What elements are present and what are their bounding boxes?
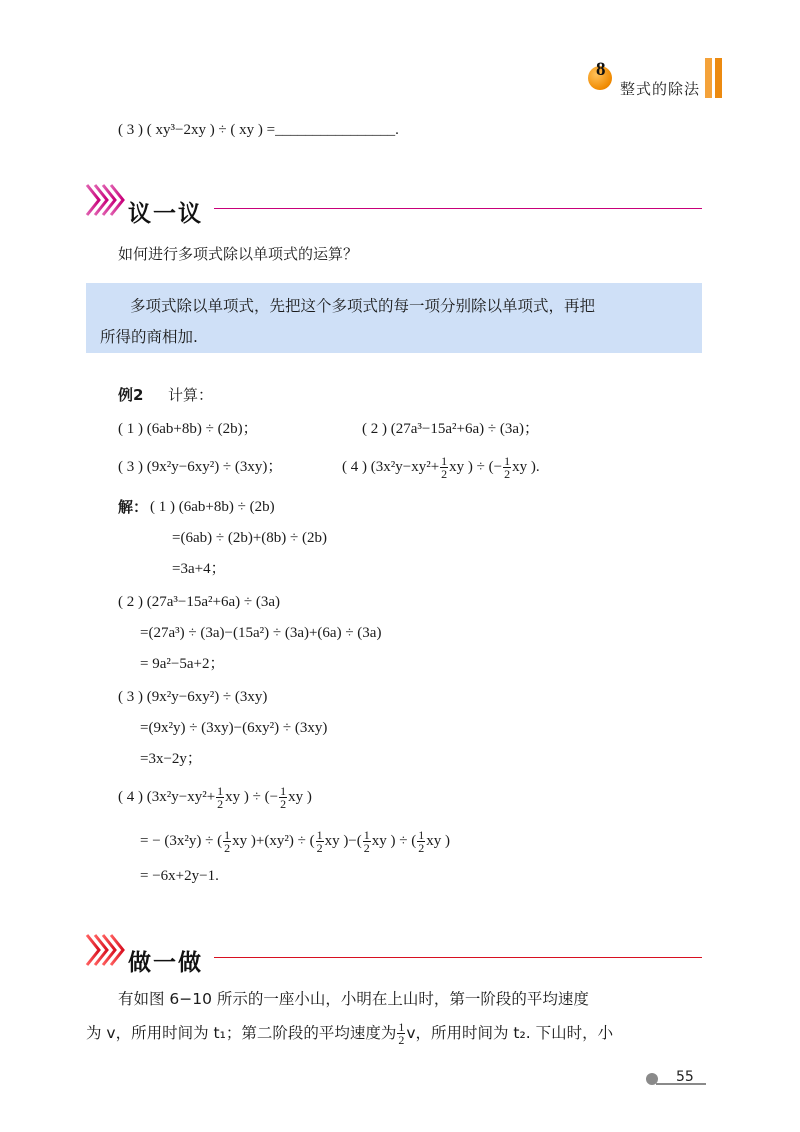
chapter-title: 整式的除法 (620, 80, 701, 98)
solution-3-line-3: =3x−2y； (140, 751, 202, 767)
rule-line-2: 所得的商相加. (100, 328, 198, 346)
section-title-doit: 做一做 (128, 950, 203, 976)
solution-4-part: xy ) (288, 789, 312, 805)
solution-4-line-2 (140, 826, 450, 856)
solution-4-part: xy ) (426, 833, 450, 849)
section-rule-discuss (214, 208, 702, 209)
section-rule-doit (214, 957, 702, 958)
top-exercise: ( 3 ) ( xy³−2xy ) ÷ ( xy ) =________________. (118, 122, 399, 138)
solution-4-part: = − (3x²y) ÷ ( (140, 833, 223, 849)
problem-4 (342, 452, 540, 482)
solution-4-part: xy )−( (324, 833, 362, 849)
fraction-half: $\frac{1}{2}$ (363, 828, 370, 856)
doit-line-1: 有如图 6−10 所示的一座小山，小明在上山时，第一阶段的平均速度 (118, 990, 589, 1008)
header-bar-left (705, 58, 712, 98)
solution-4-part: ( 4 ) (3x²y−xy²+ (118, 789, 216, 805)
solution-3-line-1: ( 3 ) (9x²y−6xy²) ÷ (3xy) (118, 689, 268, 705)
solution-4-part: xy ) ÷ ( (371, 833, 417, 849)
doit-line-2-part: v，所用时间为 t₂. 下山时，小 (406, 1024, 614, 1042)
header-bar-right (715, 58, 722, 98)
doit-line-2 (86, 1018, 613, 1048)
fraction-half: $\frac{1}{2}$ (418, 828, 425, 856)
fraction-half: $\frac{1}{2}$ (398, 1020, 405, 1047)
solution-1-line-1: ( 1 ) (6ab+8b) ÷ (2b) (150, 499, 275, 515)
problem-4-pre: ( 4 ) (3x²y−xy²+ (342, 459, 440, 475)
fraction-half: $\frac{1}{2}$ (217, 784, 224, 812)
fraction-half: $\frac{1}{2}$ (504, 454, 511, 482)
problem-4-mid: xy ) ÷ (− (449, 459, 503, 475)
solution-2-line-3: = 9a²−5a+2； (140, 656, 225, 672)
chevron-arrows-icon (85, 183, 125, 217)
page-number: 55 (676, 1069, 694, 1085)
doit-line-2-part: 为 v，所用时间为 t₁；第二阶段的平均速度为 (86, 1024, 397, 1042)
solution-4-part: xy )+(xy²) ÷ ( (232, 833, 315, 849)
chevron-arrows-icon (85, 933, 125, 967)
fraction-half: $\frac{1}{2}$ (441, 454, 448, 482)
fraction-half: $\frac{1}{2}$ (280, 784, 287, 812)
chapter-number: 8 (596, 59, 606, 80)
fraction-half: $\frac{1}{2}$ (316, 828, 323, 856)
problem-4-post: xy ). (512, 459, 540, 475)
fraction-half: $\frac{1}{2}$ (224, 828, 231, 856)
example-label: 例2 (118, 386, 144, 404)
problem-3: ( 3 ) (9x²y−6xy²) ÷ (3xy)； (118, 459, 283, 475)
solution-2-line-1: ( 2 ) (27a³−15a²+6a) ÷ (3a) (118, 594, 280, 610)
section-title-discuss: 议一议 (128, 201, 203, 227)
problem-1: ( 1 ) (6ab+8b) ÷ (2b)； (118, 421, 258, 437)
solution-4-line-1 (118, 782, 312, 812)
solution-3-line-2: =(9x²y) ÷ (3xy)−(6xy²) ÷ (3xy) (140, 720, 328, 736)
example-title: 计算： (168, 386, 214, 404)
solution-4-line-3: = −6x+2y−1. (140, 868, 219, 884)
problem-2: ( 2 ) (27a³−15a²+6a) ÷ (3a)； (362, 421, 539, 437)
solution-1-line-3: =3a+4； (172, 561, 226, 577)
solution-1-line-2: =(6ab) ÷ (2b)+(8b) ÷ (2b) (172, 530, 328, 546)
rule-line-1: 多项式除以单项式，先把这个多项式的每一项分别除以单项式，再把 (130, 297, 596, 315)
discuss-question: 如何进行多项式除以单项式的运算？ (118, 245, 359, 263)
solution-2-line-2: =(27a³) ÷ (3a)−(15a²) ÷ (3a)+(6a) ÷ (3a) (140, 625, 382, 641)
solution-label: 解： (118, 498, 149, 516)
solution-4-part: xy ) ÷ (− (225, 789, 279, 805)
